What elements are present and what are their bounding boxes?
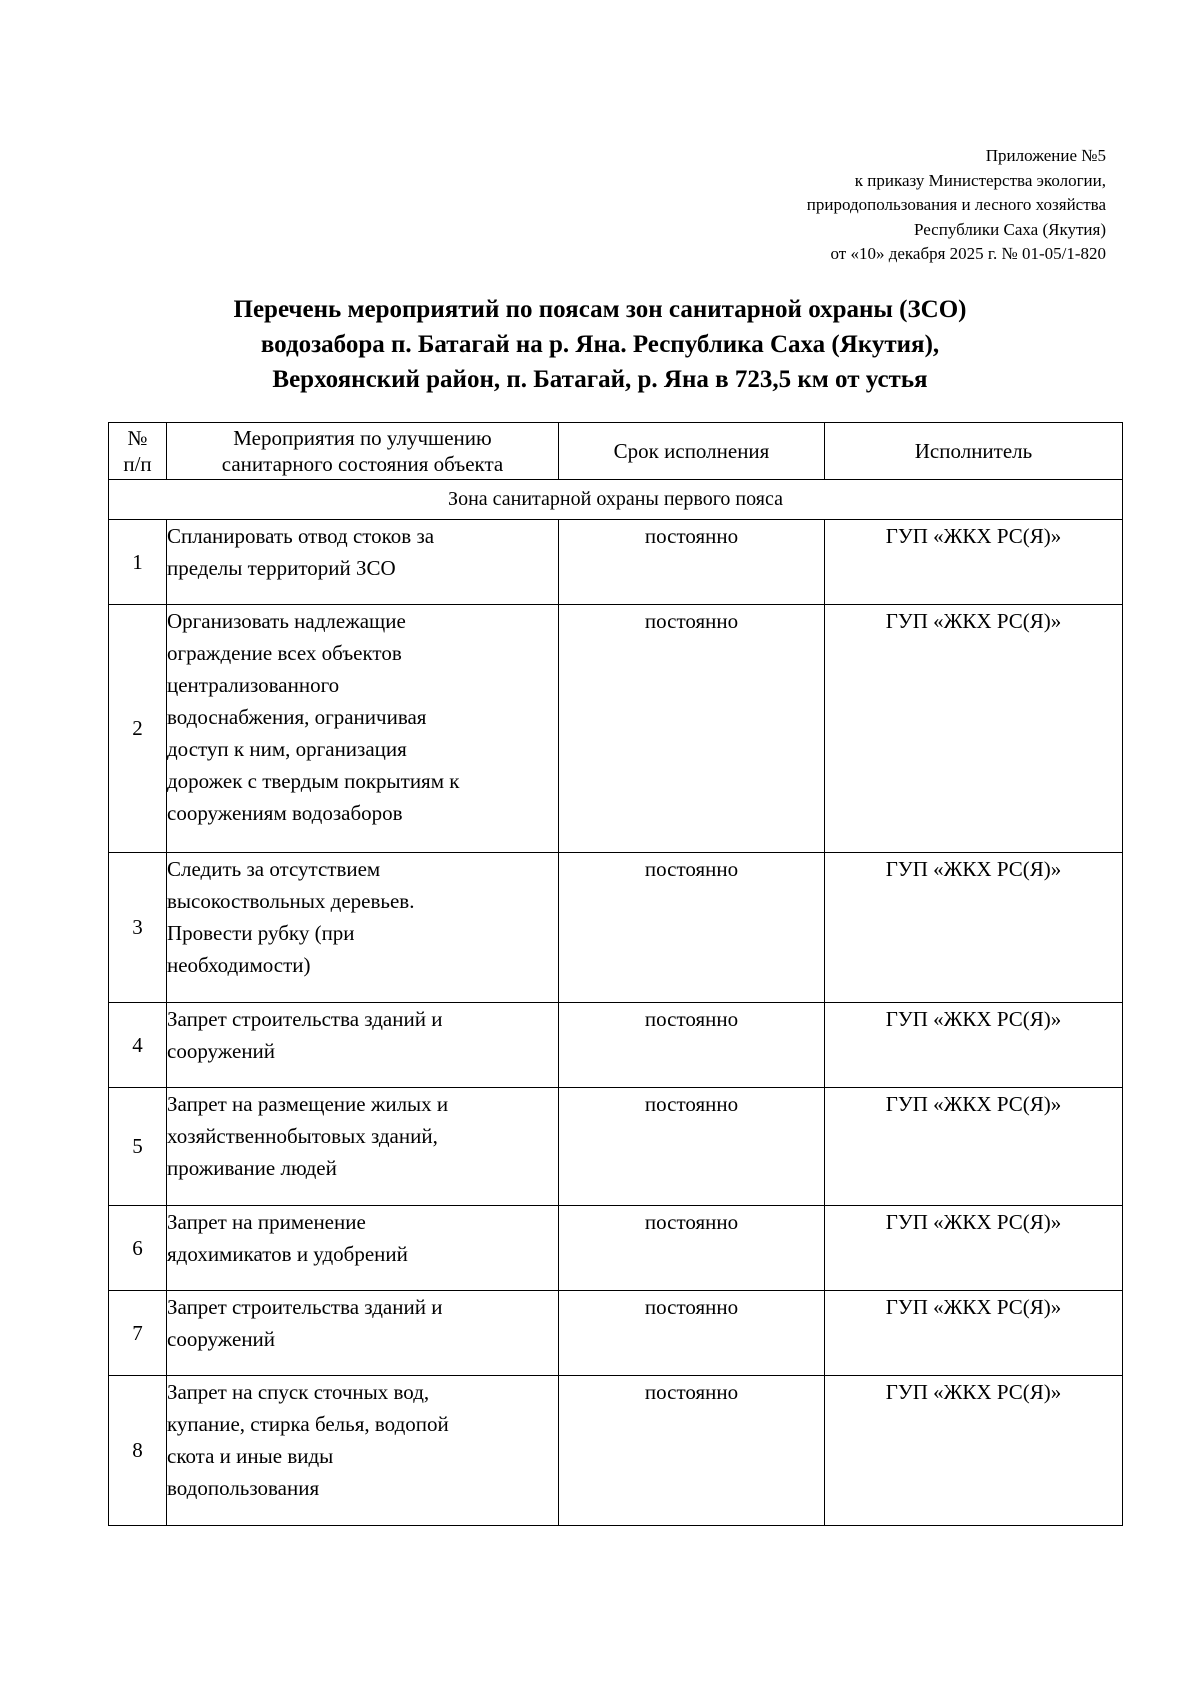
- header-activity-line: Мероприятия по улучшению: [233, 426, 492, 450]
- row-activity: [167, 1088, 559, 1206]
- row-term: постоянно: [559, 1291, 825, 1376]
- header-number-line: №: [127, 426, 148, 450]
- title-line: Перечень мероприятий по поясам зон санитарной охраны (ЗСО): [233, 296, 967, 323]
- row-executor: ГУП «ЖКХ РС(Я)»: [825, 1376, 1123, 1526]
- activity-line: Запрет на применение: [167, 1210, 366, 1234]
- activity-line: пределы территорий ЗСО: [167, 556, 396, 580]
- activity-line: Запрет на размещение жилых и: [167, 1092, 449, 1116]
- row-activity: [167, 1003, 559, 1088]
- title-line: водозабора п. Батагай на р. Яна. Республика Саха (Якутия),: [260, 331, 940, 358]
- header-activity: [167, 423, 559, 480]
- activity-line: водопользования: [167, 1476, 320, 1500]
- row-term: постоянно: [559, 605, 825, 853]
- row-activity: [167, 520, 559, 605]
- activity-line: дорожек с твердым покрытиям к: [167, 769, 460, 793]
- row-term: постоянно: [559, 1003, 825, 1088]
- header-term: Срок исполнения: [559, 423, 825, 480]
- row-executor: ГУП «ЖКХ РС(Я)»: [825, 853, 1123, 1003]
- table-body: [109, 480, 1123, 1526]
- row-executor: ГУП «ЖКХ РС(Я)»: [825, 1291, 1123, 1376]
- activity-line: сооружений: [167, 1039, 276, 1063]
- annex-line: Приложение №5: [985, 146, 1106, 165]
- row-executor: ГУП «ЖКХ РС(Я)»: [825, 605, 1123, 853]
- activity-line: Запрет на спуск сточных вод,: [167, 1380, 430, 1404]
- table-row: [109, 605, 1123, 853]
- activity-line: скота и иные виды: [167, 1444, 334, 1468]
- activity-line: Спланировать отвод стоков за: [167, 524, 435, 548]
- activity-line: сооружениям водозаборов: [167, 801, 403, 825]
- activity-line: Запрет строительства зданий и: [167, 1295, 443, 1319]
- row-term: постоянно: [559, 1088, 825, 1206]
- activity-line: Следить за отсутствием: [167, 857, 381, 881]
- activity-line: высокоствольных деревьев.: [167, 889, 415, 913]
- annex-line: природопользования и лесного хозяйства: [806, 195, 1106, 214]
- activity-line: необходимости): [167, 953, 311, 977]
- header-activity-line: санитарного состояния объекта: [221, 452, 504, 476]
- activity-line: ограждение всех объектов: [167, 641, 402, 665]
- row-number: 6: [109, 1206, 167, 1291]
- row-activity: [167, 1376, 559, 1526]
- header-executor: Исполнитель: [825, 423, 1123, 480]
- annex-header: [606, 144, 1106, 267]
- table-row: [109, 1291, 1123, 1376]
- title-line: Верхоянский район, п. Батагай, р. Яна в 723,5 км от устья: [272, 366, 928, 393]
- row-activity: [167, 1291, 559, 1376]
- row-number: 4: [109, 1003, 167, 1088]
- activity-line: хозяйственнобытовых зданий,: [167, 1124, 438, 1148]
- row-activity: [167, 853, 559, 1003]
- zone-title: Зона санитарной охраны первого пояса: [109, 480, 1123, 520]
- activity-line: проживание людей: [167, 1156, 337, 1180]
- row-executor: ГУП «ЖКХ РС(Я)»: [825, 1003, 1123, 1088]
- activity-line: Запрет строительства зданий и: [167, 1007, 443, 1031]
- row-executor: ГУП «ЖКХ РС(Я)»: [825, 1206, 1123, 1291]
- document-title: [0, 292, 1200, 397]
- row-term: постоянно: [559, 853, 825, 1003]
- row-term: постоянно: [559, 520, 825, 605]
- annex-line: от «10» декабря 2025 г. № 01-05/1-820: [830, 244, 1106, 263]
- activity-line: водоснабжения, ограничивая: [167, 705, 427, 729]
- row-term: постоянно: [559, 1206, 825, 1291]
- zone-row: [109, 480, 1123, 520]
- row-number: 2: [109, 605, 167, 853]
- annex-line: к приказу Министерства экологии,: [854, 170, 1106, 190]
- row-number: 7: [109, 1291, 167, 1376]
- table-row: [109, 853, 1123, 1003]
- activity-line: сооружений: [167, 1327, 276, 1351]
- activity-line: купание, стирка белья, водопой: [167, 1412, 449, 1436]
- row-number: 5: [109, 1088, 167, 1206]
- activity-line: ядохимикатов и удобрений: [167, 1242, 408, 1266]
- row-activity: [167, 1206, 559, 1291]
- annex-line: Республики Саха (Якутия): [913, 219, 1106, 239]
- table-row: [109, 1206, 1123, 1291]
- row-number: 8: [109, 1376, 167, 1526]
- activity-line: Провести рубку (при: [167, 921, 355, 945]
- table-row: [109, 1088, 1123, 1206]
- table-row: [109, 520, 1123, 605]
- row-number: 3: [109, 853, 167, 1003]
- row-executor: ГУП «ЖКХ РС(Я)»: [825, 520, 1123, 605]
- table-header-row: [109, 423, 1123, 480]
- row-number: 1: [109, 520, 167, 605]
- activity-line: доступ к ним, организация: [167, 737, 407, 761]
- row-executor: ГУП «ЖКХ РС(Я)»: [825, 1088, 1123, 1206]
- header-number-line: п/п: [123, 452, 152, 476]
- table-row: [109, 1376, 1123, 1526]
- measures-table: [108, 422, 1123, 1526]
- header-number: [109, 423, 167, 480]
- row-activity: [167, 605, 559, 853]
- activity-line: централизованного: [167, 673, 340, 697]
- activity-line: Организовать надлежащие: [167, 609, 406, 633]
- row-term: постоянно: [559, 1376, 825, 1526]
- table-row: [109, 1003, 1123, 1088]
